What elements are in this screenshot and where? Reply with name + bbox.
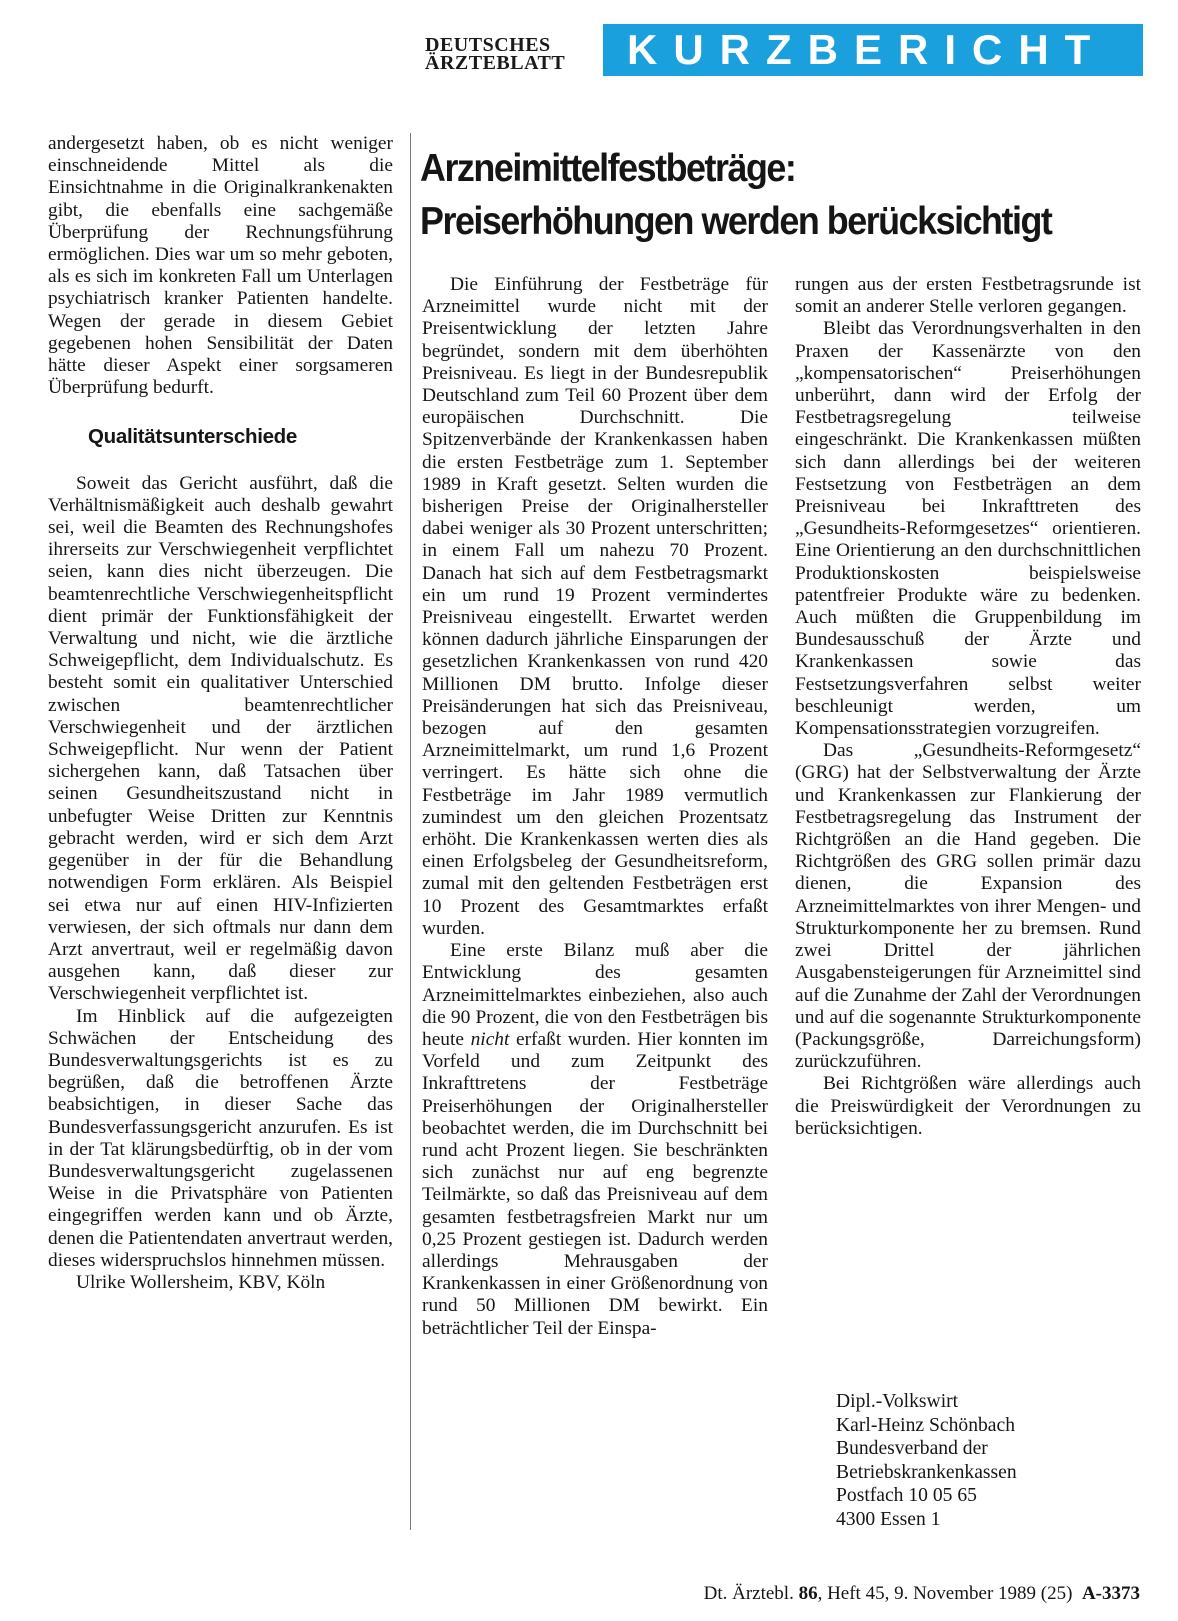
footer-journal: Dt. Ärztebl. — [703, 1583, 794, 1604]
left-paragraph-2: Soweit das Gericht ausführt, daß die Verhältnismäßigkeit auch deshalb gewahrt sei, weil die Beamten des Rechnungshofes ihrerseits zur Verschwiegenheit verpflichtet seien, kann dies nicht überzeugen. Die beamtenrechtliche Verschwiegenheitspflicht dient primär der Funktionsfähigkeit der Verwaltung und nicht, wie die ärztliche Schweigepflicht, dem Individualschutz. Es besteht somit ein qualitativer Unterschied zwischen beamtenrechtlicher Verschwiegenheit und der ärztlichen Schweigepflicht. Nur wenn der Patient sichergehen kann, daß Tatsachen über seinen Gesundheitszustand nicht in unbefugter Weise Dritten zur Kenntnis gebracht werden, wird er sich dem Arzt gegenüber in der für die Behandlung notwendigen Form erklären. Als Beispiel sei etwa nur auf einen HIV-Infizierten verwiesen, der sich oftmals nur dann dem Arzt anvertraut, weil er regelmäßig davon ausgehen kann, daß dieser zur Verschwiegenheit verpflichtet ist. — [48, 472, 393, 1005]
left-column — [48, 133, 393, 1294]
title-line-2: Preiserhöhungen werden berücksichtigt — [420, 200, 1052, 243]
left-paragraph-3: Im Hinblick auf die aufgezeigten Schwächen der Entscheidung des Bundesverwaltungsgerichts ist es zu begrüßen, daß die betroffenen Ärzte beabsichtigen, in dieser Sache das Bundesverfassungsgericht anzurufen. Es ist in der Tat klärungsbedürftig, ob in der vom Bundesverwaltungsgericht zugelassenen Weise in die Privatsphäre von Patienten eingegriffen werden kann und ob Ärzte, denen die Patientendaten anvertraut werden, dieses widerspruchslos hinnehmen müssen. — [48, 1005, 393, 1271]
author-address — [836, 1390, 1017, 1532]
article-paragraph-2-end: erfaßt wurden. Hier konnten im Vorfeld und zum Zeitpunkt des Inkrafttretens der Festbeträge Preiserhöhungen der Originalhersteller beobachtet werden, die im Durchschnitt bei rund acht Prozent liegen. Sie beschränkten sich zunächst nur auf eng begrenzte Teilmärkte, so daß das Preisniveau auf dem gesamten festbetragsfreien Markt nur um 0,25 Prozent gestiegen ist. Dadurch werden allerdings Mehrausgaben der Krankenkassen in einer Größenordnung von rund 50 Millionen DM bewirkt. Ein beträchtlicher Teil der Einspa- — [422, 1028, 769, 1339]
section-label: KURZBERICHT — [627, 26, 1107, 73]
footer-issue: , Heft 45, 9. November 1989 (25) — [817, 1583, 1073, 1604]
address-line: Dipl.-Volkswirt — [836, 1391, 959, 1412]
middle-column — [422, 274, 768, 1340]
journal-name-line2: ÄRZTEBLATT — [425, 52, 566, 74]
title-line-1: Arzneimittelfestbeträge: — [420, 147, 796, 190]
address-line: Postfach 10 05 65 — [836, 1485, 977, 1507]
subheading: Qualitätsunterschiede — [88, 425, 298, 449]
footer-volume: 86 — [798, 1583, 818, 1604]
article-paragraph-5: Das „Gesundheits-Reformgesetz“ (GRG) hat der Selbstverwaltung der Ärzte und Krankenkassen zur Flankierung der Festbetragsregelung das Instrument der Richtgrößen an die Hand gegeben. Die Richtgrößen des GRG sollen primär dazu dienen, die Expansion des Arzneimittelmarktes von ihrer Mengen- und Strukturkomponente her zu bremsen. Rund zwei Drittel der jährlichen Ausgabensteigerungen für Arzneimittel sind auf die Zunahme der Zahl der Verordnungen und auf die sogenannte Strukturkomponente (Packungsgröße, Darreichungsform) zurückzuführen. — [795, 740, 1141, 1073]
emphasis-word: nicht — [470, 1028, 510, 1050]
address-line: Bundesverband der — [836, 1438, 988, 1460]
article-paragraph-3: rungen aus der ersten Festbetragsrunde ist somit an anderer Stelle verloren gegangen. — [795, 274, 1141, 318]
journal-masthead — [425, 36, 595, 72]
left-paragraph-1: andergesetzt haben, ob es nicht weniger einschneidende Mittel als die Einsichtnahme in die Originalkrankenakten gibt, die ebenfalls eine sachgemäße Überprüfung der Rechnungsführung ermöglichen. Dies war um so mehr geboten, als es sich im konkreten Fall um Unterlagen psychiatrisch kranker Patienten handelte. Wegen der gerade in diesem Gebiet gegebenen hohen Sensibilität der Daten hätte dieser Aspekt einer sorgsameren Überprüfung bedurft. — [48, 133, 393, 399]
article-title — [420, 142, 1092, 248]
page-footer — [704, 1583, 1140, 1605]
article-paragraph-2 — [422, 940, 768, 1340]
column-divider — [410, 133, 411, 1530]
article-paragraph-1: Die Einführung der Festbeträge für Arzneimittel wurde nicht mit der Preisentwicklung der letzten Jahre begründet, sondern mit dem überhöhten Preisniveau. Es liegt in der Bundesrepublik Deutschland zum Teil 60 Prozent über dem europäischen Durchschnitt. Die Spitzenverbände der Krankenkassen haben die ersten Festbeträge zum 1. September 1989 in Kraft gesetzt. Selten wurden die bisherigen Preise der Originalhersteller dabei weniger als 30 Prozent unterschritten; in einem Fall um nahezu 70 Prozent. Danach hat sich auf dem Festbetragsmarkt ein um rund 19 Prozent vermindertes Preisniveau eingestellt. Erwartet werden können dadurch jährliche Einsparungen der gesetzlichen Krankenkassen von rund 420 Millionen DM brutto. Infolge dieser Preisänderungen hat sich das Preisniveau, bezogen auf den gesamten Arzneimittelmarkt, um rund 1,6 Prozent verringert. Es hätte sich ohne die Festbeträge im Jahr 1989 vermutlich zumindest um den gleichen Prozentsatz erhöht. Die Krankenkassen werten dies als einen Erfolgsbeleg der Gesundheitsreform, zumal mit den geltenden Festbeträgen erst 10 Prozent des Gesamtmarktes erfaßt wurden. — [422, 274, 768, 939]
article-paragraph-2-start: Eine erste Bilanz muß aber die Entwicklung des gesamten Arzneimittelmarktes einbeziehen, also auch die 90 Prozent, die von den Festbeträgen bis heute — [422, 940, 768, 1050]
article-paragraph-4: Bleibt das Verordnungsverhalten in den Praxen der Kassenärzte von den „kompensatorischen“ Preiserhöhungen unberührt, dann wird der Erfolg der Festbetragsregelung teilweise eingeschränkt. Die Krankenkassen müßten sich dann allerdings bei der weiteren Festsetzung von Festbeträgen an dem Preisniveau bei Inkrafttreten des „Gesundheits-Reformgesetzes“ orientieren. Eine Orientierung an den durchschnittlichen Produktionskosten beispielsweise patentfreier Produkte wäre zu bedenken. Auch müßten die Gruppenbildung im Bundesausschuß der Ärzte und Krankenkassen sowie das Festsetzungsverfahren selbst weiter beschleunigt werden, um Kompensationsstrategien vorzugreifen. — [795, 318, 1141, 740]
right-column — [795, 274, 1141, 1140]
address-line: 4300 Essen 1 — [836, 1508, 941, 1530]
section-banner — [603, 24, 1143, 76]
left-author: Ulrike Wollersheim, KBV, Köln — [76, 1271, 326, 1293]
address-line: Betriebskrankenkassen — [836, 1461, 1017, 1483]
journal-name-line1: DEUTSCHES — [425, 34, 551, 56]
footer-page-number: A-3373 — [1081, 1583, 1140, 1604]
address-line: Karl-Heinz Schönbach — [836, 1414, 1015, 1436]
article-paragraph-6: Bei Richtgrößen wäre allerdings auch die Preiswürdigkeit der Verordnungen zu berücksichtigen. — [795, 1073, 1141, 1139]
